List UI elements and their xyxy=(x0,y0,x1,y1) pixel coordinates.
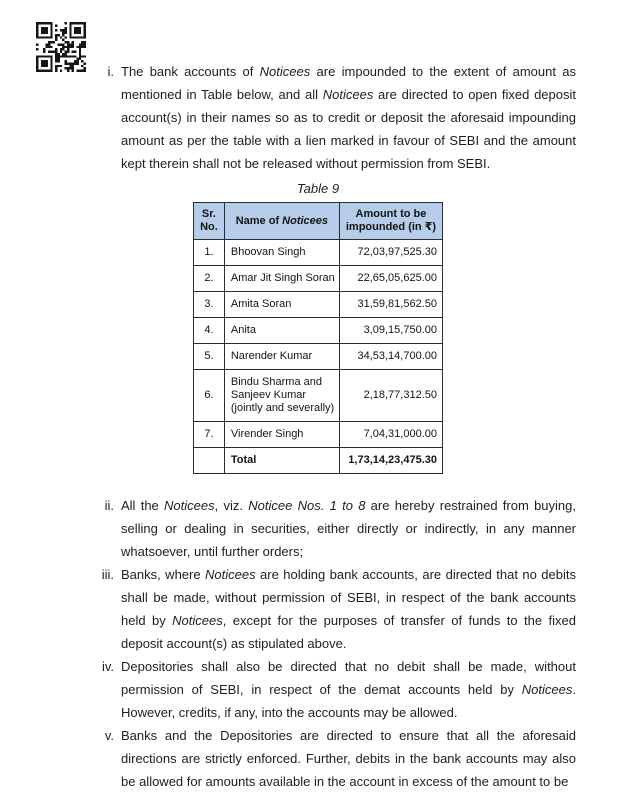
total-amount: 1,73,14,23,475.30 xyxy=(339,448,442,474)
table-row xyxy=(194,266,443,292)
sr-cell: 7. xyxy=(194,422,225,448)
name-cell: Virender Singh xyxy=(224,422,339,448)
table-caption: Table 9 xyxy=(296,181,340,196)
noticee-table xyxy=(193,202,443,474)
name-cell: Narender Kumar xyxy=(224,344,339,370)
amount-cell: 22,65,05,625.00 xyxy=(339,266,442,292)
table-row xyxy=(194,318,443,344)
name-cell: Bindu Sharma and Sanjeev Kumar (jointly and severally) xyxy=(224,370,339,422)
directive-item xyxy=(93,655,576,724)
table-row xyxy=(194,240,443,266)
table-row xyxy=(194,344,443,370)
table-total-row xyxy=(194,448,443,474)
sr-cell: 4. xyxy=(194,318,225,344)
sr-cell: 1. xyxy=(194,240,225,266)
item-marker: ii. xyxy=(104,498,114,513)
column-header-amount: Amount to be impounded (in ₹) xyxy=(339,203,442,240)
amount-cell: 34,53,14,700.00 xyxy=(339,344,442,370)
table-block xyxy=(193,181,443,474)
item-text: Banks, where Noticees are holding bank accounts, are directed that no debits shall be made, without permission of SEBI, in respect of the bank accounts held by Noticees, except for the purposes of transfer of funds to the fixed deposit account(s) as stipulated above. xyxy=(121,567,576,651)
sr-cell: 2. xyxy=(194,266,225,292)
name-cell: Bhoovan Singh xyxy=(224,240,339,266)
sr-cell: 6. xyxy=(194,370,225,422)
directive-item xyxy=(93,563,576,655)
sr-cell: 3. xyxy=(194,292,225,318)
directive-item xyxy=(93,494,576,563)
amount-cell: 31,59,81,562.50 xyxy=(339,292,442,318)
item-marker: i. xyxy=(107,64,114,79)
directive-list xyxy=(93,60,576,793)
table-row xyxy=(194,292,443,318)
column-header-name: Name of Noticees xyxy=(224,203,339,240)
table-header-row xyxy=(194,203,443,240)
column-header-sr: Sr. No. xyxy=(194,203,225,240)
name-cell: Amar Jit Singh Soran xyxy=(224,266,339,292)
item-text: All the Noticees, viz. Noticee Nos. 1 to 8 are hereby restrained from buying, selling or dealing in securities, either directly or indirectly, in any manner whatsoever, until further orders; xyxy=(121,498,576,559)
item-text: The bank accounts of Noticees are impounded to the extent of amount as mentioned in Table below, and all Noticees are directed to open fixed deposit account(s) in their names so as to credit or deposit the aforesaid impounding amount as per the table with a lien marked in favour of SEBI and the amount kept therein shall not be released without permission from SEBI. xyxy=(121,64,576,171)
sr-cell: 5. xyxy=(194,344,225,370)
item-text: Banks and the Depositories are directed to ensure that all the aforesaid directions are strictly enforced. Further, debits in the bank accounts may also be allowed for amounts available in the account in excess of the amount to be xyxy=(121,728,576,789)
directive-item xyxy=(93,60,576,175)
amount-cell: 7,04,31,000.00 xyxy=(339,422,442,448)
name-cell: Amita Soran xyxy=(224,292,339,318)
amount-cell: 72,03,97,525.30 xyxy=(339,240,442,266)
amount-cell: 2,18,77,312.50 xyxy=(339,370,442,422)
name-cell: Anita xyxy=(224,318,339,344)
item-marker: v. xyxy=(104,728,114,743)
total-label: Total xyxy=(224,448,339,474)
table-row xyxy=(194,422,443,448)
qr-code xyxy=(36,22,86,72)
table-row xyxy=(194,370,443,422)
total-sr-cell xyxy=(194,448,225,474)
amount-cell: 3,09,15,750.00 xyxy=(339,318,442,344)
item-marker: iii. xyxy=(101,567,114,582)
item-marker: iv. xyxy=(101,659,114,674)
directive-item xyxy=(93,724,576,793)
item-text: Depositories shall also be directed that no debit shall be made, without permission of SEBI, in respect of the demat accounts held by Noticees. However, credits, if any, into the accounts may be allowed. xyxy=(121,659,576,720)
